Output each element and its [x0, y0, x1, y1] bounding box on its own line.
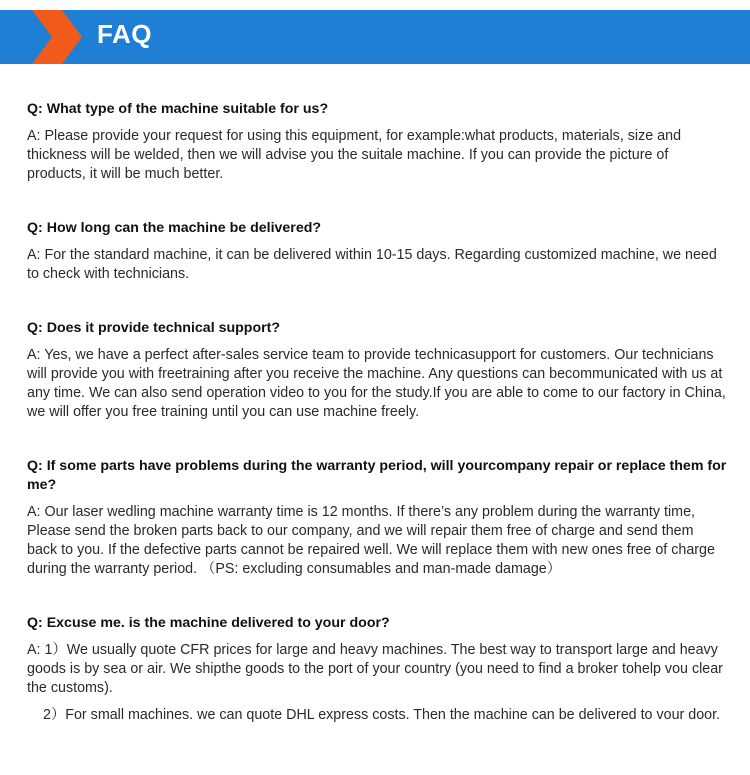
faq-item [27, 457, 727, 579]
faq-answer-continued: 2）For small machines. we can quote DHL express costs. Then the machine can be delivered to vour door. [43, 707, 721, 723]
faq-item [27, 100, 727, 184]
faq-question: Q: Does it provide technical support? [27, 320, 281, 336]
page-title: FAQ [97, 19, 152, 49]
faq-question: Q: If some parts have problems during the warranty period, will yourcompany repair or replace them for me? [27, 458, 727, 493]
faq-item [27, 319, 727, 422]
faq-item [27, 219, 727, 284]
faq-question: Q: What type of the machine suitable for us? [27, 101, 329, 117]
faq-answer: A: For the standard machine, it can be delivered within 10-15 days. Regarding customized machine, we need to check with technicians. [27, 247, 717, 282]
faq-item [27, 614, 727, 725]
faq-list [27, 100, 727, 725]
faq-answer: A: Yes, we have a perfect after-sales service team to provide technicasupport for customers. Our technicians will provide you with freetraining after you receive the machine. Any questions can becommunicated with us at any time. We can also send operation video to you for the study.If you are able to come to our factory in China, we will offer you free training until you can use machine freely. [27, 347, 726, 420]
faq-question: Q: Excuse me. is the machine delivered to your door? [27, 615, 390, 631]
faq-banner [0, 10, 750, 64]
faq-answer: A: 1）We usually quote CFR prices for large and heavy machines. The best way to transport large and heavy goods is by sea or air. We shipthe goods to the port of your country (you need to find a broker tohelp vou clear the customs). [27, 642, 723, 696]
faq-answer: A: Please provide your request for using this equipment, for example:what products, materials, size and thickness will be welded, then we will advise you the suitale machine. If you can provide the picture of products, it will be much better. [27, 128, 682, 182]
faq-question: Q: How long can the machine be delivered? [27, 220, 322, 236]
chevron-icon [30, 10, 86, 64]
faq-answer: A: Our laser wedling machine warranty time is 12 months. If there’s any problem during the warranty time, Please send the broken parts back to our company, and we will repair them free of charge and send them back to you. If the defective parts cannot be repaired well. We will replace them with new ones free of charge during the warranty period. （PS: excluding consumables and man-made damage） [27, 504, 715, 577]
